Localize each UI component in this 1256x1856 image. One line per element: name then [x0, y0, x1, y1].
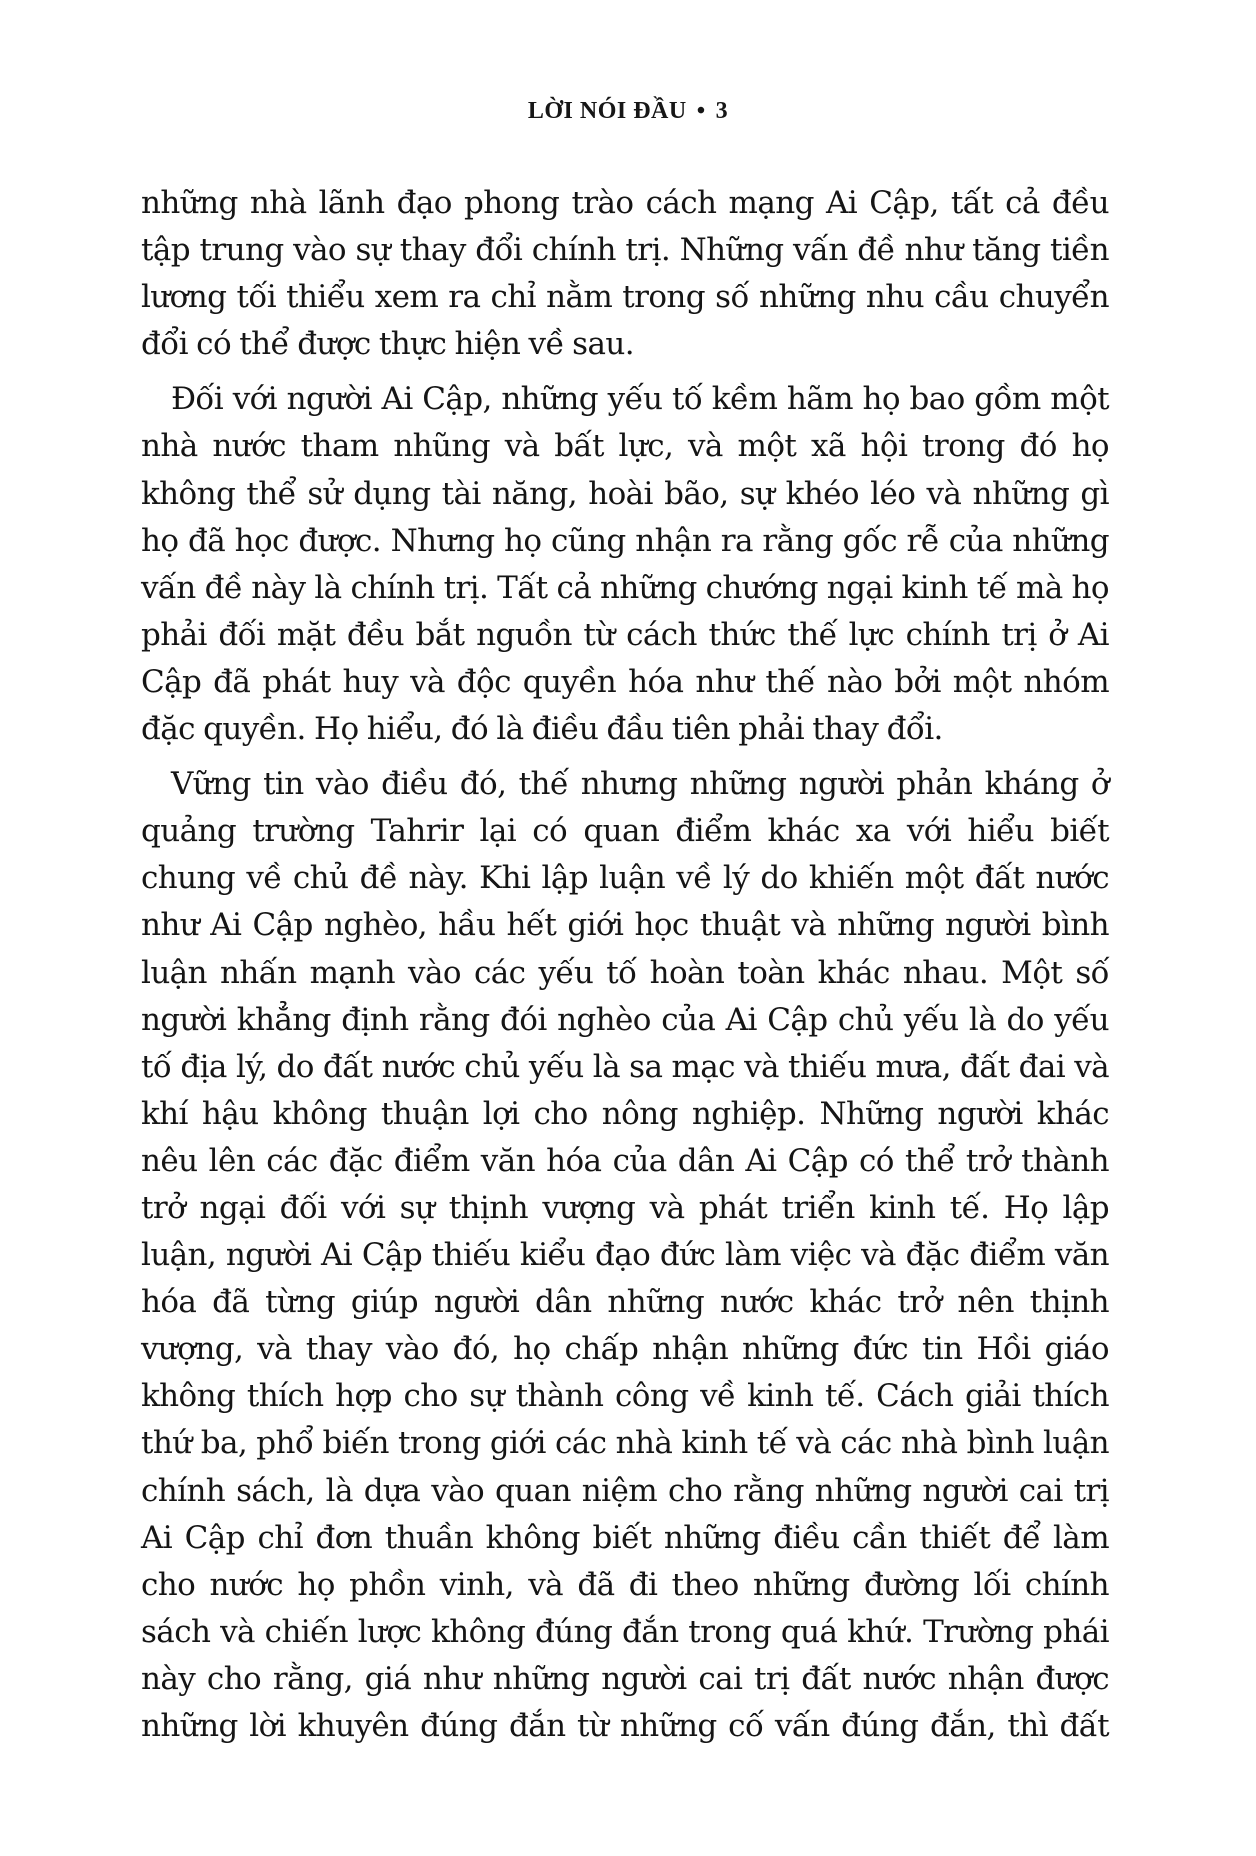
page-number: 3: [715, 98, 729, 124]
chapter-title: LỜI NÓI ĐẦU: [527, 98, 687, 124]
header-separator: •: [696, 98, 706, 124]
body-text: [141, 180, 1109, 1758]
paragraph-continuation: những nhà lãnh đạo phong trào cách mạng Ai Cập, tất cả đều tập trung vào sự thay đổi chính trị. Những vấn đề như tăng tiền lương tối thiểu xem ra chỉ nằm trong số những nhu cầu chuyển đổi có thể được thực hiện về sau.: [141, 185, 1109, 363]
paragraph: Vững tin vào điều đó, thế nhưng những người phản kháng ở quảng trường Tahrir lại có quan điểm khác xa với hiểu biết chung về chủ đề này. Khi lập luận về lý do khiến một đất nước như Ai Cập nghèo, hầu hết giới học thuật và những người bình luận nhấn mạnh vào các yếu tố hoàn toàn khác nhau. Một số người khẳng định rằng đói nghèo của Ai Cập chủ yếu là do yếu tố địa lý, do đất nước chủ yếu là sa mạc và thiếu mưa, đất đai và khí hậu không thuận lợi cho nông nghiệp. Những người khác nêu lên các đặc điểm văn hóa của dân Ai Cập có thể trở thành trở ngại đối với sự thịnh vượng và phát triển kinh tế. Họ lập luận, người Ai Cập thiếu kiểu đạo đức làm việc và đặc điểm văn hóa đã từng giúp người dân những nước khác trở nên thịnh vượng, và thay vào đó, họ chấp nhận những đức tin Hồi giáo không thích hợp cho sự thành công về kinh tế. Cách giải thích thứ ba, phổ biến trong giới các nhà kinh tế và các nhà bình luận chính sách, là dựa vào quan niệm cho rằng những người cai trị Ai Cập chỉ đơn thuần không biết những điều cần thiết để làm cho nước họ phồn vinh, và đã đi theo những đường lối chính sách và chiến lược không đúng đắn trong quá khứ. Trường phái này cho rằng, giá như những người cai trị đất nước nhận được những lời khuyên đúng đắn từ những cố vấn đúng đắn, thì đất: [141, 766, 1109, 1744]
paragraph: Đối với người Ai Cập, những yếu tố kềm hãm họ bao gồm một nhà nước tham nhũng và bất lực, và một xã hội trong đó họ không thể sử dụng tài năng, hoài bão, sự khéo léo và những gì họ đã học được. Nhưng họ cũng nhận ra rằng gốc rễ của những vấn đề này là chính trị. Tất cả những chướng ngại kinh tế mà họ phải đối mặt đều bắt nguồn từ cách thức thế lực chính trị ở Ai Cập đã phát huy và độc quyền hóa như thế nào bởi một nhóm đặc quyền. Họ hiểu, đó là điều đầu tiên phải thay đổi.: [141, 381, 1109, 748]
running-header: [0, 98, 1256, 125]
